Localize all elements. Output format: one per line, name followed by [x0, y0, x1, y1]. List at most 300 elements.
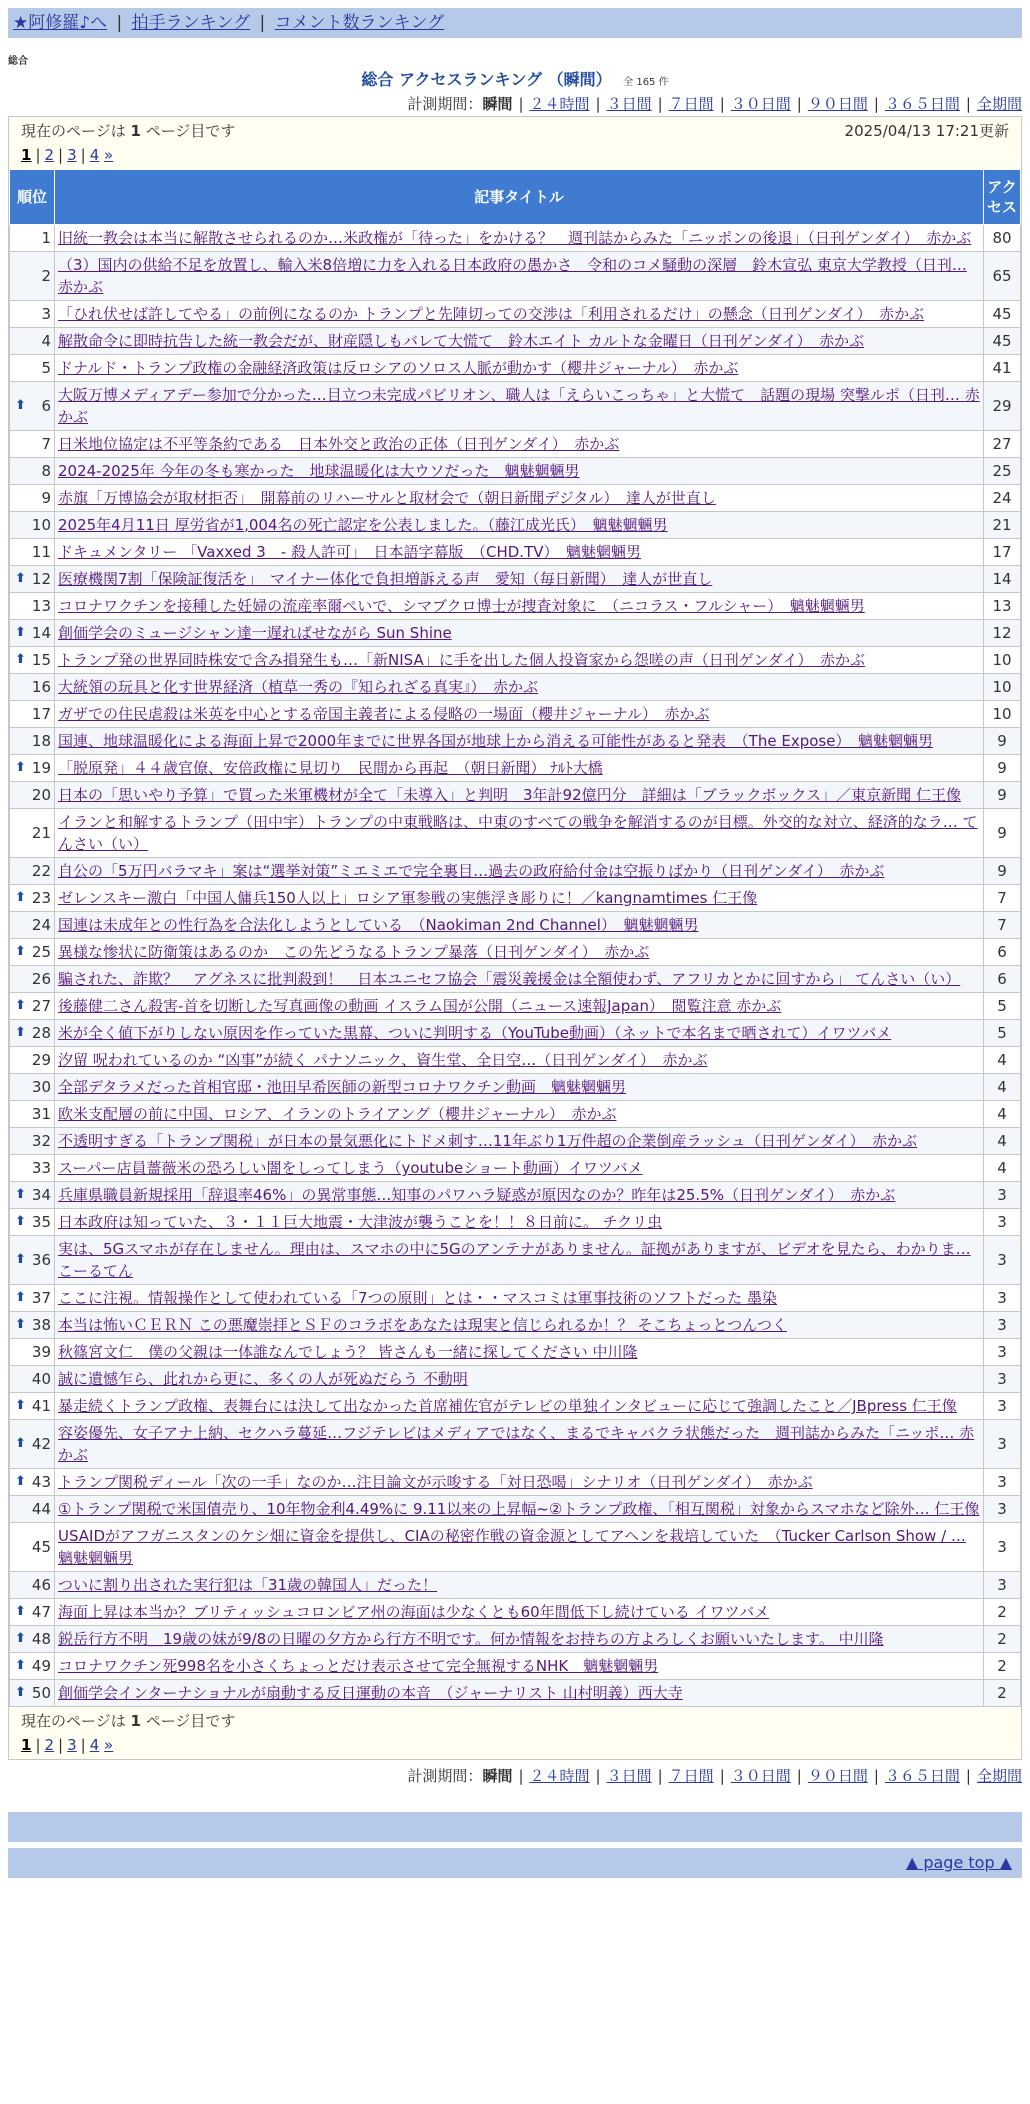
period-separator: |	[719, 1767, 725, 1785]
table-row	[10, 809, 1021, 858]
access-count: 3	[984, 1469, 1021, 1496]
rank-up-arrow-icon: ⬆	[15, 398, 26, 413]
article-title-link[interactable]: ゼレンスキー激白「中国人傭兵150人以上」ロシア軍参戦の実態浮き彫りに！／kangnamtimes 仁王像	[58, 889, 758, 907]
rank-cell	[10, 1339, 55, 1366]
title-cell	[55, 1312, 984, 1339]
title-cell	[55, 301, 984, 328]
page-separator: |	[80, 1736, 86, 1754]
next-page-link[interactable]: »	[104, 1736, 114, 1754]
table-row	[10, 512, 1021, 539]
rank-cell	[10, 1128, 55, 1155]
table-row	[10, 431, 1021, 458]
page-links	[21, 143, 1009, 167]
article-title-link[interactable]: ついに割り出された実行犯は「31歳の韓国人」だった！	[58, 1576, 438, 1594]
article-title-link[interactable]: 日米地位協定は不平等条約である 日本外交と政治の正体（日刊ゲンダイ） 赤かぶ	[58, 435, 620, 453]
period-link[interactable]: ７日間	[668, 95, 714, 113]
period-link[interactable]: 全期間	[976, 95, 1022, 113]
title-cell	[55, 539, 984, 566]
table-row	[10, 647, 1021, 674]
access-count: 65	[984, 252, 1021, 301]
table-row	[10, 1572, 1021, 1599]
title-cell	[55, 458, 984, 485]
page-separator: |	[58, 146, 64, 164]
rank-number: 30	[31, 1078, 51, 1096]
header-title: 記事タイトル	[55, 170, 984, 225]
access-count: 4	[984, 1128, 1021, 1155]
rank-number: 21	[31, 824, 51, 842]
rank-number: 37	[31, 1289, 51, 1307]
article-title-link[interactable]: ここに注視。情報操作として使われている「7つの原則」とは・・マスコミは軍事技術のソフトだった 墨染	[58, 1289, 778, 1307]
rank-cell	[10, 1420, 55, 1469]
rank-number: 16	[31, 678, 51, 696]
rank-cell	[10, 355, 55, 382]
title-cell	[55, 1020, 984, 1047]
page-top-link[interactable]: ▲ page top ▲	[905, 1853, 1012, 1872]
access-count: 17	[984, 539, 1021, 566]
rank-cell	[10, 1366, 55, 1393]
title-cell	[55, 1366, 984, 1393]
ranking-table	[9, 169, 1021, 1707]
page-current: 1	[21, 146, 32, 164]
rank-number: 6	[41, 397, 51, 415]
article-title-link[interactable]: 実は、5Gスマホが存在しません。理由は、スマホの中に5Gのアンテナがありません。証拠がありますが、ビデオを見たら、わかりま… こーるてん	[58, 1240, 971, 1280]
rank-cell	[10, 993, 55, 1020]
access-count: 29	[984, 382, 1021, 431]
rank-number: 34	[31, 1186, 51, 1204]
page-separator: |	[80, 146, 86, 164]
title-cell	[55, 809, 984, 858]
rank-up-arrow-icon: ⬆	[15, 1187, 26, 1202]
rank-cell	[10, 1653, 55, 1680]
article-title-link[interactable]: 容姿優先、女子アナ上納、セクハラ蔓延…フジテレビはメディアではなく、まるでキャバクラ状態だった 週刊誌からみた「ニッポ… 赤かぶ	[58, 1424, 975, 1464]
article-title-link[interactable]: スーパー店員薔薇米の恐ろしい闇をしってしまう（youtubeショート動画）イワツバメ	[58, 1159, 643, 1177]
title-cell	[55, 1101, 984, 1128]
rank-up-arrow-icon: ⬆	[15, 1317, 26, 1332]
rank-cell	[10, 674, 55, 701]
rank-cell	[10, 301, 55, 328]
access-count: 4	[984, 1101, 1021, 1128]
rank-up-arrow-icon: ⬆	[15, 1474, 26, 1489]
rank-cell	[10, 252, 55, 301]
rank-number: 8	[41, 462, 51, 480]
rank-number: 33	[31, 1159, 51, 1177]
page-link[interactable]: 3	[67, 146, 77, 164]
period-link[interactable]: ３０日間	[730, 1767, 791, 1785]
access-count: 2	[984, 1680, 1021, 1707]
title-cell	[55, 993, 984, 1020]
title-cell	[55, 1209, 984, 1236]
rank-cell	[10, 1312, 55, 1339]
rank-up-arrow-icon: ⬆	[15, 760, 26, 775]
period-link[interactable]: ３６５日間	[884, 1767, 960, 1785]
table-row	[10, 1209, 1021, 1236]
article-title-link[interactable]: イランと和解するトランプ（田中宇）トランプの中東戦略は、中東のすべての戦争を解消するのが目標。外交的な対立、経済的なラ… てんさい（い）	[58, 813, 978, 853]
rank-cell	[10, 858, 55, 885]
article-title-link[interactable]: （3）国内の供給不足を放置し、輸入米8倍増に力を入れる日本政府の愚かさ 令和のコメ騒動の深層 鈴木宣弘 東京大学教授（日刊… 赤かぶ	[58, 256, 967, 296]
table-row	[10, 1523, 1021, 1572]
title-cell	[55, 1182, 984, 1209]
access-count: 3	[984, 1312, 1021, 1339]
article-title-link[interactable]: トランプ関税ディール「次の一手」なのか…注目論文が示唆する「対日恐喝」シナリオ（日刊ゲンダイ） 赤かぶ	[58, 1473, 813, 1491]
title-cell	[55, 1599, 984, 1626]
rank-cell	[10, 1209, 55, 1236]
rank-cell	[10, 1469, 55, 1496]
access-count: 3	[984, 1366, 1021, 1393]
article-title-link[interactable]: 暴走続くトランプ政権、表舞台には決して出なかった首席補佐官がテレビの単独インタビューに応じて強調したこと／JBpress 仁王像	[58, 1397, 957, 1415]
article-title-link[interactable]: 「脱原発」４４歳官僚、安倍政権に見切り 民間から再起 （朝日新聞） ﾅﾙﾄ大橋	[58, 759, 603, 777]
article-title-link[interactable]: 2024-2025年 今年の冬も寒かった 地球温暖化は大ウソだった 魑魅魍魎男	[58, 462, 580, 480]
rank-cell	[10, 809, 55, 858]
updated-time: 2025/04/13 17:21更新	[844, 122, 1009, 140]
rank-number: 19	[31, 759, 51, 777]
period-link[interactable]: 全期間	[976, 1767, 1022, 1785]
table-row	[10, 701, 1021, 728]
title-cell	[55, 1339, 984, 1366]
article-title-link[interactable]: 誠に遺憾乍ら、此れから更に、多くの人が死ぬだらう 不動明	[58, 1370, 468, 1388]
article-title-link[interactable]: 「ひれ伏せば許してやる」の前例になるのか トランプと先陣切っての交渉は「利用されるだけ」の懸念（日刊ゲンダイ） 赤かぶ	[58, 305, 925, 323]
table-row	[10, 993, 1021, 1020]
comment-ranking-link[interactable]: コメント数ランキング	[274, 13, 445, 33]
article-title-link[interactable]: 旧統一教会は本当に解散させられるのか…米政権が「待った」をかける？ 週刊誌からみた「ニッポンの後退」（日刊ゲンダイ） 赤かぶ	[58, 229, 972, 247]
article-title-link[interactable]: 2025年4月11日 厚労省が1,004名の死亡認定を公表しました。（藤江成光氏） 魑魅魍魎男	[58, 516, 668, 534]
article-title-link[interactable]: 鋭岳行方不明＿19歳の妹が9/8の日曜の夕方から行方不明です。何か情報をお持ちの方よろしくお願いいたします。 中川隆	[58, 1630, 884, 1648]
period-link[interactable]: ２４時間	[529, 95, 590, 113]
access-count: 41	[984, 355, 1021, 382]
article-title-link[interactable]: コロナワクチン死998名を小さくちょっとだけ表示させて完全無視するNHK 魑魅魍魎男	[58, 1657, 659, 1675]
pager-bottom	[9, 1707, 1021, 1759]
title-cell	[55, 674, 984, 701]
table-row	[10, 355, 1021, 382]
period-link[interactable]: ３６５日間	[884, 95, 960, 113]
table-row	[10, 1420, 1021, 1469]
rank-number: 46	[31, 1576, 51, 1594]
header-access: アクセス	[984, 170, 1021, 225]
rank-up-arrow-icon: ⬆	[15, 1025, 26, 1040]
rank-cell	[10, 382, 55, 431]
bottom-bar	[8, 1812, 1022, 1842]
period-separator: |	[719, 95, 725, 113]
rank-cell	[10, 512, 55, 539]
period-link[interactable]: ７日間	[668, 1767, 714, 1785]
article-title-link[interactable]: 自公の「5万円バラマキ」案は“選挙対策”ミエミエで完全裏目…過去の政府給付金は空振りばかり（日刊ゲンダイ） 赤かぶ	[58, 862, 885, 880]
access-count: 3	[984, 1420, 1021, 1469]
article-title-link[interactable]: 赤旗「万博協会が取材拒否」 開幕前のリハーサルと取材会で（朝日新聞デジタル） 達人が世直し	[58, 489, 716, 507]
rank-cell	[10, 1101, 55, 1128]
rank-up-arrow-icon: ⬆	[15, 1631, 26, 1646]
title-cell	[55, 1285, 984, 1312]
title-cell	[55, 1496, 984, 1523]
rank-cell	[10, 939, 55, 966]
rank-up-arrow-icon: ⬆	[15, 998, 26, 1013]
rank-cell	[10, 1074, 55, 1101]
period-selector-bottom	[8, 1764, 1022, 1788]
rank-number: 35	[31, 1213, 51, 1231]
rank-up-arrow-icon: ⬆	[15, 944, 26, 959]
rank-number: 45	[31, 1538, 51, 1556]
access-count: 6	[984, 966, 1021, 993]
rank-number: 3	[41, 305, 51, 323]
rank-number: 4	[41, 332, 51, 350]
period-link[interactable]: ３日間	[606, 1767, 652, 1785]
rank-number: 18	[31, 732, 51, 750]
article-title-link[interactable]: 国連は未成年との性行為を合法化しようとしている （Naokiman 2nd Channel） 魑魅魍魎男	[58, 916, 699, 934]
table-row	[10, 1236, 1021, 1285]
rank-number: 24	[31, 916, 51, 934]
title-cell	[55, 1653, 984, 1680]
rank-number: 26	[31, 970, 51, 988]
title-cell	[55, 382, 984, 431]
rank-cell	[10, 593, 55, 620]
period-separator: |	[595, 95, 601, 113]
table-row	[10, 1128, 1021, 1155]
rank-number: 10	[31, 516, 51, 534]
period-label: 計測期間：	[407, 95, 483, 113]
article-title-link[interactable]: 後藤健二さん殺害-首を切断した写真画像の動画 イスラム国が公開（ニュース速報Japan） 閲覧注意 赤かぶ	[58, 997, 782, 1015]
access-count: 3	[984, 1572, 1021, 1599]
title-cell	[55, 225, 984, 252]
rank-number: 39	[31, 1343, 51, 1361]
rank-cell	[10, 1572, 55, 1599]
rank-up-arrow-icon: ⬆	[15, 1604, 26, 1619]
period-link[interactable]: ３０日間	[730, 95, 791, 113]
article-title-link[interactable]: 騙された、詐欺？ アグネスに批判殺到！ 日本ユニセフ協会「震災義援金は全額使わず、アフリカとかに回すから」 てんさい（い）	[58, 970, 961, 988]
ranking-title-line	[8, 68, 1022, 92]
table-row	[10, 382, 1021, 431]
page-link[interactable]: 4	[89, 146, 100, 164]
footer-bar	[8, 1848, 1022, 1878]
table-row	[10, 1182, 1021, 1209]
rank-cell	[10, 728, 55, 755]
total-count: 全 165 件	[623, 77, 669, 88]
page-separator: |	[35, 146, 41, 164]
title-cell	[55, 328, 984, 355]
page-link[interactable]: 4	[89, 1736, 100, 1754]
access-count: 4	[984, 1155, 1021, 1182]
access-count: 21	[984, 512, 1021, 539]
title-cell	[55, 1128, 984, 1155]
access-count: 45	[984, 301, 1021, 328]
article-title-link[interactable]: 不透明すぎる「トランプ関税」が日本の景気悪化にトドメ刺す…11年ぶり1万件超の企業倒産ラッシュ（日刊ゲンダイ） 赤かぶ	[58, 1132, 918, 1150]
rank-up-arrow-icon: ⬆	[15, 1658, 26, 1673]
article-title-link[interactable]: トランプ発の世界同時株安で含み損発生も…「新NISA」に手を出した個人投資家から怨嗟の声（日刊ゲンダイ） 赤かぶ	[58, 651, 866, 669]
page-links	[21, 1733, 1009, 1757]
period-separator: |	[965, 95, 971, 113]
table-row	[10, 1285, 1021, 1312]
rank-number: 15	[31, 651, 51, 669]
access-count: 24	[984, 485, 1021, 512]
rank-number: 25	[31, 943, 51, 961]
article-title-link[interactable]: 本当は怖いＣＥＲＮ この悪魔崇拝とＳＦのコラボをあなたは現実と信じられるか！？ そこちょっとつんつく	[58, 1316, 787, 1334]
top-navigation	[8, 8, 1022, 38]
page-link[interactable]: 3	[67, 1736, 77, 1754]
period-link[interactable]: ９０日間	[807, 1767, 868, 1785]
article-title-link[interactable]: 全部デタラメだった首相官邸・池田早希医師の新型コロナワクチン動画 魑魅魍魎男	[58, 1078, 627, 1096]
title-cell	[55, 647, 984, 674]
rank-number: 36	[31, 1251, 51, 1269]
period-link[interactable]: ２４時間	[529, 1767, 590, 1785]
home-link[interactable]: ★阿修羅♪へ	[13, 13, 108, 33]
access-count: 6	[984, 939, 1021, 966]
access-count: 27	[984, 431, 1021, 458]
rank-up-arrow-icon: ⬆	[15, 1214, 26, 1229]
rank-cell	[10, 225, 55, 252]
title-cell	[55, 701, 984, 728]
article-title-link[interactable]: 兵庫県職員新規採用「辞退率46%」の異常事態…知事のパワハラ疑惑が原因なのか？昨年は25.5%（日刊ゲンダイ） 赤かぶ	[58, 1186, 896, 1204]
article-title-link[interactable]: 秋篠宮文仁 僕の父親は一体誰なんでしょう？ 皆さんも一緒に探してください 中川隆	[58, 1343, 638, 1361]
period-separator: |	[965, 1767, 971, 1785]
rank-number: 43	[31, 1473, 51, 1491]
rank-cell	[10, 328, 55, 355]
table-row	[10, 1339, 1021, 1366]
rank-cell	[10, 1599, 55, 1626]
article-title-link[interactable]: 日本の「思いやり予算」で買った米軍機材が全て「未導入」と判明 3年計92億円分 詳細は「ブラックボックス」／東京新聞 仁王像	[58, 786, 961, 804]
period-link[interactable]: ９０日間	[807, 95, 868, 113]
rank-cell	[10, 1523, 55, 1572]
rank-number: 41	[31, 1397, 51, 1415]
title-cell	[55, 912, 984, 939]
rank-number: 2	[41, 267, 51, 285]
table-row	[10, 885, 1021, 912]
period-separator: |	[657, 95, 663, 113]
rank-cell	[10, 566, 55, 593]
title-cell	[55, 939, 984, 966]
page-link[interactable]: 2	[44, 146, 55, 164]
article-title-link[interactable]: 欧米支配層の前に中国、ロシア、イランのトライアング（櫻井ジャーナル） 赤かぶ	[58, 1105, 617, 1123]
rank-cell	[10, 1496, 55, 1523]
rank-number: 12	[31, 570, 51, 588]
period-label: 計測期間：	[407, 1767, 483, 1785]
access-count: 9	[984, 728, 1021, 755]
article-title-link[interactable]: ドナルド・トランプ政権の金融経済政策は反ロシアのソロス人脈が動かす（櫻井ジャーナル） 赤かぶ	[58, 359, 739, 377]
access-count: 7	[984, 885, 1021, 912]
access-count: 9	[984, 809, 1021, 858]
article-title-link[interactable]: 創価学会のミュージシャン達一遅ればせながら Sun Shine	[58, 624, 452, 642]
access-count: 3	[984, 1236, 1021, 1285]
article-title-link[interactable]: USAIDがアフガニスタンのケシ畑に資金を提供し、CIAの秘密作戦の資金源としてアヘンを栽培していた （Tucker Carlson Show / … 魑魅魍魎男	[58, 1527, 966, 1567]
table-row	[10, 539, 1021, 566]
table-row	[10, 458, 1021, 485]
rank-number: 20	[31, 786, 51, 804]
access-count: 3	[984, 1496, 1021, 1523]
rank-number: 38	[31, 1316, 51, 1334]
title-cell	[55, 1155, 984, 1182]
rank-cell	[10, 782, 55, 809]
table-row	[10, 1496, 1021, 1523]
article-title-link[interactable]: 日本政府は知っていた、３・１１巨大地震・大津波が襲うことを！！８日前に。 チクリ虫	[58, 1213, 663, 1231]
table-row	[10, 1469, 1021, 1496]
clap-ranking-link[interactable]: 拍手ランキング	[131, 13, 251, 33]
access-count: 9	[984, 782, 1021, 809]
table-row	[10, 858, 1021, 885]
title-cell	[55, 1393, 984, 1420]
table-row	[10, 593, 1021, 620]
article-title-link[interactable]: ①トランプ関税で米国債売り、10年物金利4.49%に 9.11以来の上昇幅~②トランプ政権、「相互関税」対象からスマホなど除外… 仁王像	[58, 1500, 980, 1518]
nav-separator: |	[259, 13, 266, 33]
table-row	[10, 674, 1021, 701]
period-separator: |	[657, 1767, 663, 1785]
ranking-box	[8, 116, 1022, 1760]
article-title-link[interactable]: 大阪万博メディアデー参加で分かった…目立つ未完成パビリオン、職人は「えらいこっちゃ」と大慌て 話題の現場 突撃ルポ（日刊… 赤かぶ	[58, 386, 980, 426]
period-separator: |	[595, 1767, 601, 1785]
rank-up-arrow-icon: ⬆	[15, 1290, 26, 1305]
rank-cell	[10, 1236, 55, 1285]
access-count: 5	[984, 993, 1021, 1020]
article-title-link[interactable]: 米が全く値下がりしない原因を作っていた黒幕、ついに判明する（YouTube動画）（ネットで本名まで晒されて）イワツバメ	[58, 1024, 892, 1042]
ranking-title: 総合 アクセスランキング （瞬間）	[361, 70, 612, 89]
access-count: 4	[984, 1074, 1021, 1101]
rank-up-arrow-icon: ⬆	[15, 1252, 26, 1267]
current-page-text: 現在のページは 1 ページ目です	[21, 122, 236, 140]
period-separator: |	[796, 1767, 802, 1785]
access-count: 5	[984, 1020, 1021, 1047]
article-title-link[interactable]: ガザでの住民虐殺は米英を中心とする帝国主義者による侵略の一場面（櫻井ジャーナル） 赤かぶ	[58, 705, 710, 723]
access-count: 9	[984, 858, 1021, 885]
title-cell	[55, 1680, 984, 1707]
article-title-link[interactable]: ドキュメンタリー 「Vaxxed 3 - 殺人許可」 日本語字幕版 （CHD.TV） 魑魅魍魎男	[58, 543, 641, 561]
rank-cell	[10, 1155, 55, 1182]
title-cell	[55, 966, 984, 993]
rank-number: 13	[31, 597, 51, 615]
rank-cell	[10, 1285, 55, 1312]
title-cell	[55, 252, 984, 301]
rank-number: 7	[41, 435, 51, 453]
rank-cell	[10, 1182, 55, 1209]
page-link[interactable]: 2	[44, 1736, 55, 1754]
rank-number: 28	[31, 1024, 51, 1042]
article-title-link[interactable]: 国連、地球温暖化による海面上昇で2000年までに世界各国が地球上から消える可能性があると発表 （The Expose） 魑魅魍魎男	[58, 732, 933, 750]
next-page-link[interactable]: »	[104, 146, 114, 164]
rank-cell	[10, 701, 55, 728]
article-title-link[interactable]: 異様な惨状に防衛策はあるのか この先どうなるトランプ暴落（日刊ゲンダイ） 赤かぶ	[58, 943, 650, 961]
title-cell	[55, 485, 984, 512]
page-current: 1	[21, 1736, 32, 1754]
rank-number: 31	[31, 1105, 51, 1123]
article-title-link[interactable]: 解散命令に即時抗告した統一教会だが、財産隠しもバレて大慌て 鈴木エイト カルトな金曜日（日刊ゲンダイ） 赤かぶ	[58, 332, 865, 350]
access-count: 2	[984, 1653, 1021, 1680]
rank-cell	[10, 755, 55, 782]
rank-cell	[10, 458, 55, 485]
article-title-link[interactable]: コロナワクチンを接種した妊婦の流産率爾ぺいで、シマブクロ博士が捜査対象に （ニコラス・フルシャー） 魑魅魍魎男	[58, 597, 865, 615]
table-row	[10, 1312, 1021, 1339]
article-title-link[interactable]: 創価学会インターナショナルが扇動する反日運動の本音 （ジャーナリスト 山村明義）西大寺	[58, 1684, 683, 1702]
article-title-link[interactable]: 汐留 呪われているのか “凶事”が続く パナソニック、資生堂、全日空…（日刊ゲンダイ） 赤かぶ	[58, 1051, 708, 1069]
article-title-link[interactable]: 医療機関7割「保険証復活を」 マイナー体化で負担増訴える声 愛知（毎日新聞） 達人が世直し	[58, 570, 713, 588]
table-row	[10, 1101, 1021, 1128]
rank-number: 48	[31, 1630, 51, 1648]
article-title-link[interactable]: 海面上昇は本当か？ブリティッシュコロンビア州の海面は少なくとも60年間低下し続けている イワツバメ	[58, 1603, 770, 1621]
header-rank: 順位	[10, 170, 55, 225]
article-title-link[interactable]: 大統領の玩具と化す世界経済（植草一秀の『知られざる真実』） 赤かぶ	[58, 678, 539, 696]
title-cell	[55, 1523, 984, 1572]
table-row	[10, 225, 1021, 252]
access-count: 14	[984, 566, 1021, 593]
access-count: 3	[984, 1393, 1021, 1420]
title-cell	[55, 1236, 984, 1285]
table-row	[10, 1393, 1021, 1420]
access-count: 7	[984, 912, 1021, 939]
access-count: 12	[984, 620, 1021, 647]
table-row	[10, 252, 1021, 301]
rank-number: 9	[41, 489, 51, 507]
rank-cell	[10, 431, 55, 458]
rank-cell	[10, 966, 55, 993]
title-cell	[55, 1626, 984, 1653]
period-link[interactable]: ３日間	[606, 95, 652, 113]
period-separator: |	[796, 95, 802, 113]
rank-number: 1	[41, 229, 51, 247]
access-count: 10	[984, 647, 1021, 674]
access-count: 9	[984, 755, 1021, 782]
